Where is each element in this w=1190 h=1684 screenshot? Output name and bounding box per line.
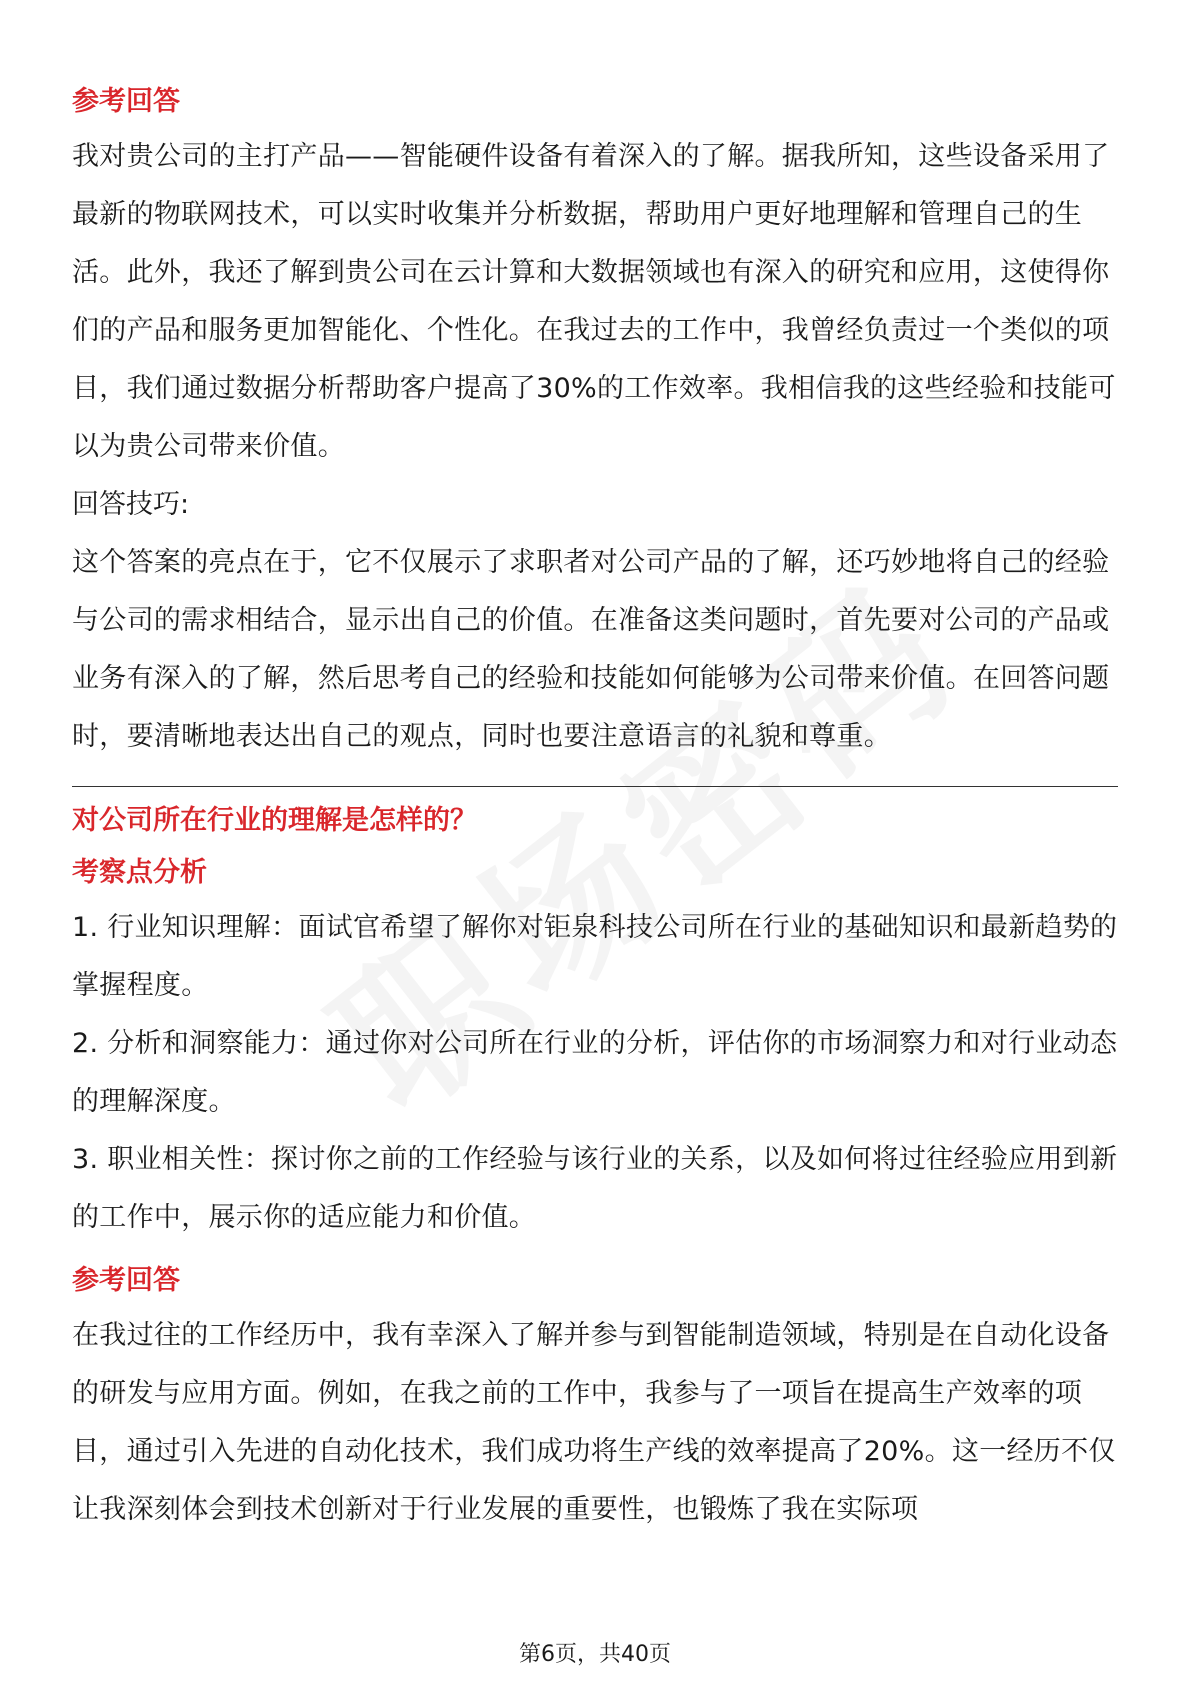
document-page xyxy=(72,82,1118,1539)
section-divider xyxy=(72,786,1118,787)
answer-paragraph: 在我过往的工作经历中，我有幸深入了解并参与到智能制造领域，特别是在自动化设备的研发与应用方面。例如，在我之前的工作中，我参与了一项旨在提高生产效率的项目，通过引入先进的自动化技术，我们成功将生产线的效率提高了20%。这一经历不仅让我深刻体会到技术创新对于行业发展的重要性，也锻炼了我在实际项 xyxy=(72,1320,1116,1525)
tips-paragraph: 这个答案的亮点在于，它不仅展示了求职者对公司产品的了解，还巧妙地将自己的经验与公司的需求相结合，显示出自己的价值。在准备这类问题时，首先要对公司的产品或业务有深入的了解，然后思考自己的经验和技能如何能够为公司带来价值。在回答问题时，要清晰地表达出自己的观点，同时也要注意语言的礼貌和尊重。 xyxy=(72,547,1110,752)
answer-paragraph: 我对贵公司的主打产品——智能硬件设备有着深入的了解。据我所知，这些设备采用了最新的物联网技术，可以实时收集并分析数据，帮助用户更好地理解和管理自己的生活。此外，我还了解到贵公司在云计算和大数据领域也有深入的研究和应用，这使得你们的产品和服务更加智能化、个性化。在我过去的工作中，我曾经负责过一个类似的项目，我们通过数据分析帮助客户提高了30%的工作效率。我相信我的这些经验和技能可以为贵公司带来价值。 xyxy=(72,141,1116,462)
analysis-point: 3. 职业相关性：探讨你之前的工作经验与该行业的关系，以及如何将过往经验应用到新的工作中，展示你的适应能力和价值。 xyxy=(72,1144,1118,1233)
analysis-point: 2. 分析和洞察能力：通过你对公司所在行业的分析，评估你的市场洞察力和对行业动态的理解深度。 xyxy=(72,1028,1118,1117)
question-heading: 对公司所在行业的理解是怎样的？ xyxy=(72,805,477,836)
answer-heading: 参考回答 xyxy=(72,1265,180,1296)
analysis-heading: 考察点分析 xyxy=(72,857,207,888)
answer-heading: 参考回答 xyxy=(72,86,180,117)
analysis-point: 1. 行业知识理解：面试官希望了解你对钜泉科技公司所在行业的基础知识和最新趋势的掌握程度。 xyxy=(72,912,1118,1001)
tips-label: 回答技巧: xyxy=(72,489,190,520)
page-number: 第6页，共40页 xyxy=(519,1642,671,1667)
